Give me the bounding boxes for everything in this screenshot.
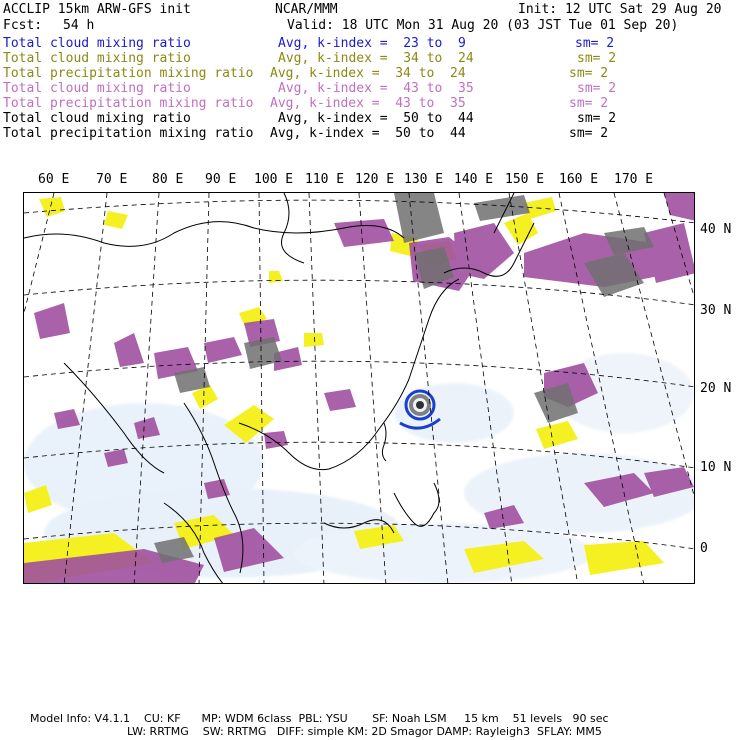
forecast-hours: 54 h bbox=[63, 18, 95, 33]
lat-label: 0 bbox=[700, 541, 708, 556]
legend-sm: sm= 2 bbox=[569, 66, 609, 81]
legend-avg: Avg, k-index = 43 to 35 bbox=[270, 96, 466, 111]
legend-field: Total precipitation mixing ratio bbox=[3, 126, 254, 141]
model-title: ACCLIP 15km ARW-GFS init bbox=[3, 2, 191, 17]
legend-avg: Avg, k-index = 43 to 35 bbox=[278, 81, 474, 96]
lon-label: 170 E bbox=[614, 172, 654, 187]
legend-field: Total cloud mixing ratio bbox=[3, 36, 191, 51]
init-time: Init: 12 UTC Sat 29 Aug 20 bbox=[518, 2, 722, 17]
lon-label: 130 E bbox=[404, 172, 444, 187]
legend-sm: sm= 2 bbox=[569, 96, 609, 111]
lat-label: 10 N bbox=[700, 460, 732, 475]
model-info-line2: LW: RRTMG SW: RRTMG DIFF: simple KM: 2D Smagor DAMP: Rayleigh3 SFLAY: MM5 bbox=[127, 725, 602, 738]
legend-sm: sm= 2 bbox=[577, 51, 617, 66]
forecast-label: Fcst: bbox=[3, 18, 43, 33]
lon-label: 100 E bbox=[254, 172, 294, 187]
legend-avg: Avg, k-index = 50 to 44 bbox=[270, 126, 466, 141]
lon-label: 140 E bbox=[454, 172, 494, 187]
lon-label: 70 E bbox=[96, 172, 128, 187]
lon-label: 150 E bbox=[505, 172, 545, 187]
legend-avg: Avg, k-index = 50 to 44 bbox=[278, 111, 474, 126]
lon-label: 90 E bbox=[205, 172, 237, 187]
map-panel bbox=[23, 192, 695, 584]
legend-field: Total cloud mixing ratio bbox=[3, 111, 191, 126]
legend-field: Total precipitation mixing ratio bbox=[3, 96, 254, 111]
legend-avg: Avg, k-index = 34 to 24 bbox=[278, 51, 474, 66]
legend-sm: sm= 2 bbox=[577, 81, 617, 96]
lon-label: 80 E bbox=[152, 172, 184, 187]
legend-avg: Avg, k-index = 23 to 9 bbox=[278, 36, 466, 51]
lon-label: 110 E bbox=[305, 172, 345, 187]
lon-label: 120 E bbox=[355, 172, 395, 187]
legend-field: Total cloud mixing ratio bbox=[3, 51, 191, 66]
legend-sm: sm= 2 bbox=[569, 126, 609, 141]
lat-label: 40 N bbox=[700, 222, 732, 237]
org-label: NCAR/MMM bbox=[275, 2, 338, 17]
legend-field: Total cloud mixing ratio bbox=[3, 81, 191, 96]
map-canvas bbox=[24, 193, 695, 584]
model-info-line1: Model Info: V4.1.1 CU: KF MP: WDM 6class PBL: YSU SF: Noah LSM 15 km 51 levels 90 sec bbox=[30, 712, 609, 725]
lat-label: 20 N bbox=[700, 381, 732, 396]
legend-avg: Avg, k-index = 34 to 24 bbox=[270, 66, 466, 81]
lat-label: 30 N bbox=[700, 303, 732, 318]
lon-label: 60 E bbox=[38, 172, 70, 187]
legend-field: Total precipitation mixing ratio bbox=[3, 66, 254, 81]
legend-sm: sm= 2 bbox=[577, 111, 617, 126]
valid-time: Valid: 18 UTC Mon 31 Aug 20 (03 JST Tue 01 Sep 20) bbox=[287, 18, 679, 33]
lon-label: 160 E bbox=[559, 172, 599, 187]
legend-sm: sm= 2 bbox=[575, 36, 615, 51]
